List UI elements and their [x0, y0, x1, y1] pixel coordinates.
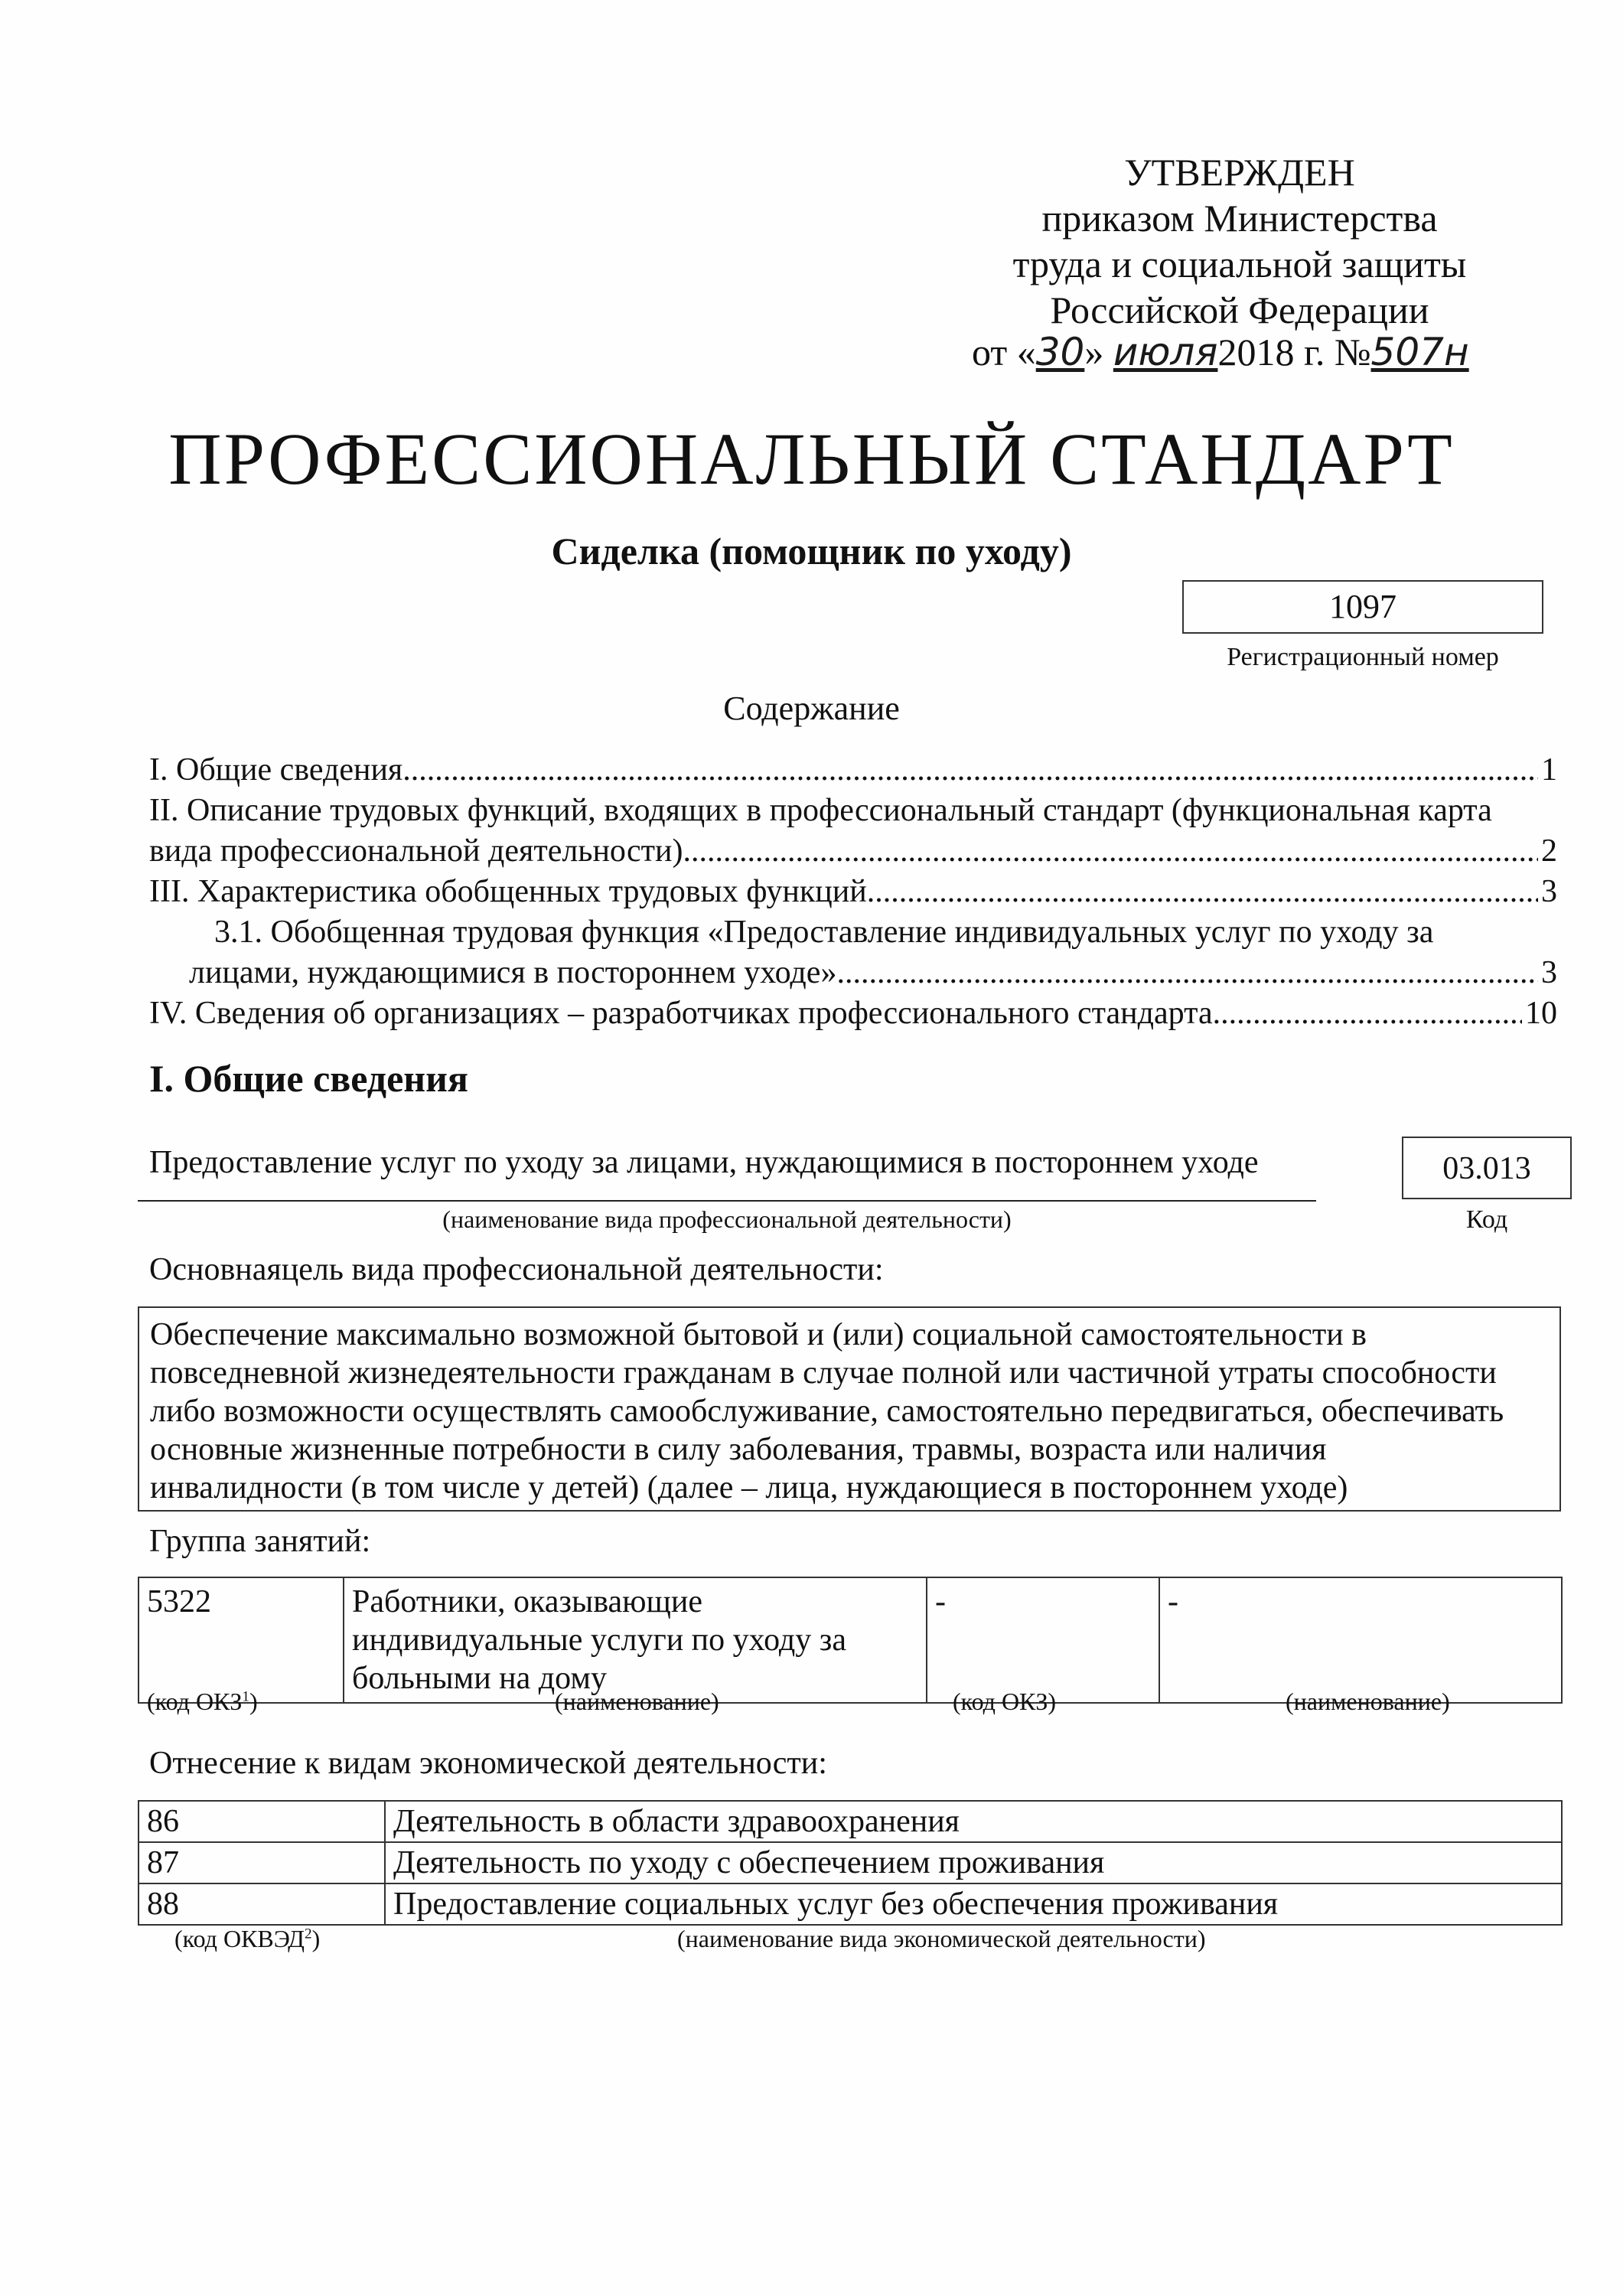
date-close-quote: » [1084, 331, 1104, 373]
table-row [139, 1883, 1562, 1925]
occupation-group-table [138, 1577, 1563, 1704]
caption-name: (наименование) [555, 1688, 719, 1715]
okz-name-cell: Работники, оказывающие индивидуальные услуги по уходу за больными на дому [344, 1577, 927, 1703]
registration-number-label: Регистрационный номер [1227, 643, 1499, 671]
toc-item-cont: лицами, нуждающимися в постороннем уходе» ..... 3 [149, 953, 1557, 993]
goal-line: инвалидности (в том числе у детей) (далее – лица, нуждающиеся в постороннем уходе) [150, 1470, 1348, 1505]
toc-page: 1 [1541, 752, 1557, 788]
section-title: I. Общие сведения [149, 1057, 468, 1100]
occupation-group-label: Группа занятий: [149, 1524, 371, 1559]
approval-line: УТВЕРЖДЕН [1124, 151, 1355, 194]
handwritten-order-number: 507н [1370, 330, 1469, 374]
activity-kind-name: Предоставление услуг по уходу за лицами, нуждающимися в постороннем уходе [149, 1145, 1259, 1180]
date-year: 2018 г. № [1217, 331, 1371, 373]
okz-code-cell: 5322 [139, 1577, 344, 1703]
okved-code-cell: 88 [139, 1883, 385, 1925]
toc-page: 10 [1525, 996, 1557, 1031]
economic-activity-label: Отнесение к видам экономической деятельности: [149, 1746, 827, 1781]
toc-heading: Содержание [723, 690, 900, 727]
toc-page: 2 [1541, 833, 1557, 869]
caption-name: (наименование) [1286, 1688, 1450, 1715]
toc-item: IV. Сведения об организациях – разработчиках профессионального стандарта ..... 10 [149, 993, 1557, 1034]
approval-line: приказом Министерства [1041, 197, 1438, 240]
caption-okz-code: (код ОКЗ) [953, 1688, 1057, 1715]
toc-item-cont: вида профессиональной деятельности) ..... 2 [149, 831, 1557, 872]
okz-name-cell: - [1159, 1577, 1562, 1703]
okved-name-cell: Деятельность в области здравоохранения [385, 1801, 1562, 1842]
document-title: ПРОФЕССИОНАЛЬНЫЙ СТАНДАРТ [168, 418, 1455, 500]
economic-activity-table [138, 1800, 1563, 1926]
approval-line: труда и социальной защиты [1012, 243, 1467, 285]
okz-code-cell: - [927, 1577, 1159, 1703]
activity-kind-caption: (наименование вида профессиональной деятельности) [442, 1205, 1012, 1233]
goal-line: повседневной жизнедеятельности гражданам в случае полной или частичной утраты способности [150, 1355, 1497, 1391]
goal-line: либо возможности осуществлять самообслуживание, самостоятельно передвигаться, обеспечивать [150, 1394, 1504, 1429]
okved-name-cell: Предоставление социальных услуг без обеспечения проживания [385, 1883, 1562, 1925]
table-of-contents [149, 750, 1557, 1034]
table-row [139, 1801, 1562, 1842]
registration-number-box: 1097 [1182, 580, 1543, 634]
toc-item: 3.1. Обобщенная трудовая функция «Предоставление индивидуальных услуг по уходу за [214, 915, 1434, 950]
underline [138, 1200, 1316, 1202]
caption-okz-code: (код ОКЗ$^1$) [147, 1688, 258, 1715]
approval-date [972, 329, 1469, 375]
document-subtitle: Сиделка (помощник по уходу) [551, 530, 1072, 572]
activity-code-label: Код [1465, 1205, 1508, 1234]
toc-page: 3 [1541, 955, 1557, 990]
date-prefix: от « [972, 331, 1036, 373]
okved-code-cell: 86 [139, 1801, 385, 1842]
approval-line: Российской Федерации [1050, 289, 1429, 331]
handwritten-day: 30 [1035, 330, 1085, 374]
goal-box [138, 1306, 1561, 1512]
toc-item: I. Общие сведения ..... 1 [149, 750, 1557, 791]
caption-okved-code: (код ОКВЭД$^2$) [174, 1925, 321, 1952]
toc-page: 3 [1541, 874, 1557, 909]
goal-line: основные жизненные потребности в силу заболевания, травмы, возраста или наличия [150, 1432, 1327, 1467]
okved-name-cell: Деятельность по уходу с обеспечением проживания [385, 1842, 1562, 1883]
handwritten-month: июля [1113, 330, 1218, 374]
activity-code-box: 03.013 [1402, 1137, 1572, 1199]
caption-okved-name: (наименование вида экономической деятельности) [677, 1925, 1206, 1952]
goal-line: Обеспечение максимально возможной бытовой и (или) социальной самостоятельности в [150, 1317, 1367, 1352]
toc-item: II. Описание трудовых функций, входящих в профессиональный стандарт (функциональная карта [149, 793, 1492, 828]
table-row [139, 1577, 1562, 1703]
table-row [139, 1842, 1562, 1883]
toc-item: III. Характеристика обобщенных трудовых функций ..... 3 [149, 872, 1557, 912]
goal-label: Основнаяцель вида профессиональной деятельности: [149, 1252, 884, 1287]
okved-code-cell: 87 [139, 1842, 385, 1883]
approval-block [903, 149, 1576, 333]
